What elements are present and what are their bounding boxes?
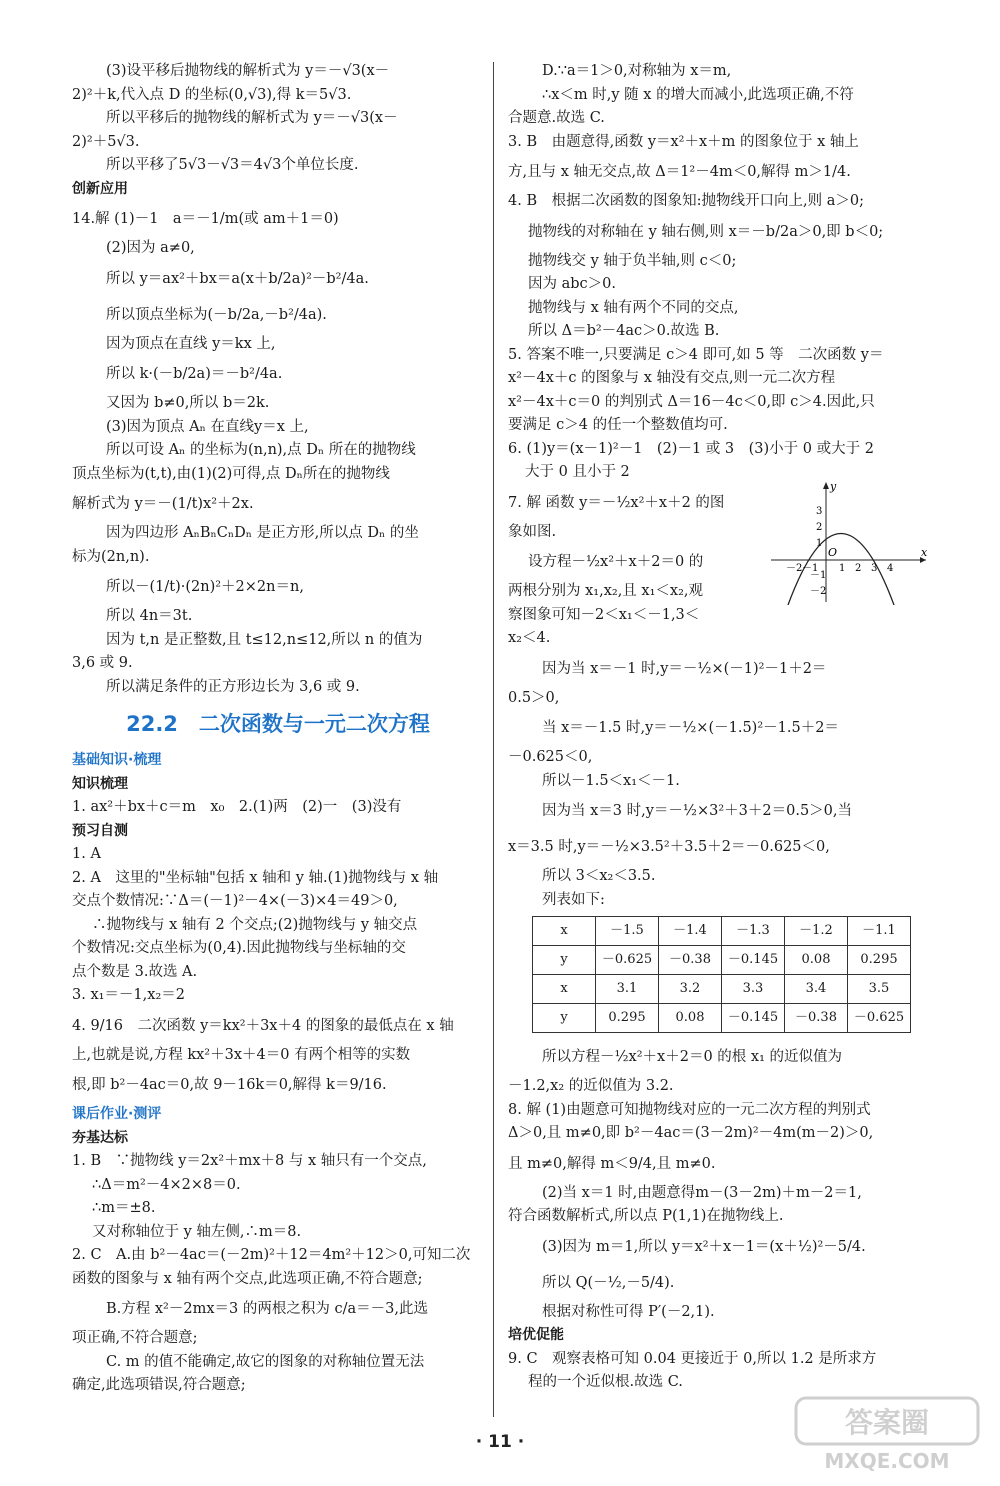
text-line: 解析式为 y＝－(1/t)x²＋2x. (72, 496, 254, 512)
text-line: x＝3.5 时,y＝－½×3.5²＋3.5＋2＝－0.625＜0, (508, 839, 830, 855)
table-row (533, 917, 911, 946)
text-line: 个数情况:交点坐标为(0,4).因此抛物线与坐标轴的交 (72, 940, 406, 956)
text-line: (3)因为 m＝1,所以 y＝x²＋x－1＝(x＋½)²－5/4. (542, 1238, 866, 1255)
text-line: 程的一个近似根.故选 C. (528, 1374, 683, 1390)
x-tick-label: 2 (855, 563, 862, 574)
text-line: 9. C 观察表格可知 0.04 更接近于 0,所以 1.2 是所求方 (508, 1350, 877, 1367)
text-line: 所以顶点坐标为(－b/2a,－b²/4a). (106, 306, 327, 323)
table-cell: －1.5 (596, 917, 659, 946)
text-line: 因为当 x＝3 时,y＝－½×3²＋3＋2＝0.5＞0,当 (542, 803, 853, 819)
subsection-heading: 课后作业·测评 (72, 1106, 162, 1122)
text-line: 1. A (72, 846, 101, 862)
text-line: 所以满足条件的正方形边长为 3,6 或 9. (106, 678, 360, 695)
table-cell: y (533, 946, 596, 975)
text-line: 1. B ∵抛物线 y＝2x²＋mx＋8 与 x 轴只有一个交点, (72, 1153, 427, 1169)
text-line: 根据对称性可得 P′(－2,1). (542, 1303, 715, 1320)
table-row (533, 975, 911, 1004)
table-cell: －0.625 (596, 946, 659, 975)
table-row (533, 946, 911, 975)
text-line: (2)当 x＝1 时,由题意得m－(3－2m)＋m－2＝1, (542, 1184, 862, 1201)
text-line: 8. 解 (1)由题意可知抛物线对应的一元二次方程的判别式 (508, 1101, 871, 1118)
text-line: 抛物线的对称轴在 y 轴右侧,则 x＝－b/2a＞0,即 b＜0; (528, 223, 884, 240)
text-line: B.方程 x²－2mx＝3 的两根之积为 c/a＝－3,此选 (106, 1301, 428, 1317)
text-line: x₂＜4. (508, 630, 551, 646)
text-line: (3)因为顶点 Aₙ 在直线y＝x 上, (106, 418, 309, 435)
y-tick-label: 1 (816, 538, 823, 549)
right-column (508, 60, 930, 1395)
table-cell: 3.1 (596, 975, 659, 1004)
watermark-logo (792, 1394, 982, 1474)
table-cell: －1.2 (785, 917, 848, 946)
text-line: 所以－(1/t)·(2n)²＋2×2n＝n, (106, 579, 304, 595)
subsection-heading: 基础知识·梳理 (72, 752, 162, 768)
text-line: 所以 y＝ax²＋bx＝a(x＋b/2a)²－b²/4a. (106, 270, 369, 287)
text-line: 当 x＝－1.5 时,y＝－½×(－1.5)²－1.5＋2＝ (542, 720, 839, 736)
y-axis-arrow (823, 482, 829, 489)
text-line: 2)²＋5√3. (72, 133, 140, 150)
text-line: 所以平移了5√3－√3＝4√3个单位长度. (106, 157, 359, 173)
text-line: ∴x＜m 时,y 随 x 的增大而减小,此选项正确,不符 (542, 86, 854, 103)
table-cell: x (533, 975, 596, 1004)
origin-label: O (828, 546, 838, 559)
text-line: 函数的图象与 x 轴有两个交点,此选项正确,不符合题意; (72, 1270, 423, 1287)
left-column (72, 60, 484, 1398)
text-line: 因为 t,n 是正整数,且 t≤12,n≤12,所以 n 的值为 (106, 631, 423, 648)
text-line: 象如图. (508, 523, 557, 540)
text-line: 点个数是 3.故选 A. (72, 963, 198, 980)
y-tick-label: －2 (810, 586, 827, 597)
text-line: 上,也就是说,方程 kx²＋3x＋4＝0 有两个相等的实数 (72, 1046, 411, 1063)
subsection-heading: 预习自测 (72, 822, 128, 839)
table-cell: －0.38 (785, 1004, 848, 1033)
subsection-heading: 培优促能 (508, 1327, 564, 1343)
text-line: 因为 abc＞0. (528, 276, 616, 292)
text-line: ∴Δ＝m²－4×2×8＝0. (92, 1176, 241, 1193)
text-line: 4. 9/16 二次函数 y＝kx²＋3x＋4 的图象的最低点在 x 轴 (72, 1017, 454, 1034)
text-line: 所以－1.5＜x₁＜－1. (542, 772, 680, 789)
table-cell: x (533, 917, 596, 946)
text-line: 顶点坐标为(t,t),由(1)(2)可得,点 Dₙ所在的抛物线 (72, 465, 390, 482)
text-line: －1.2,x₂ 的近似值为 3.2. (508, 1078, 674, 1094)
text-line: 3,6 或 9. (72, 655, 133, 671)
text-line: 所以 4n＝3t. (106, 608, 193, 624)
subsection-heading: 夯基达标 (72, 1129, 128, 1146)
table-cell: 3.3 (722, 975, 785, 1004)
parabola-graph (766, 480, 931, 605)
svg-text:MXQE.COM: MXQE.COM (824, 1449, 950, 1473)
text-line: 要满足 c＞4 的任一个整数值均可. (508, 417, 728, 433)
text-line: 7. 解 函数 y＝－½x²＋x＋2 的图 (508, 494, 725, 511)
table-cell: －0.145 (722, 946, 785, 975)
x-tick-label: 3 (871, 563, 878, 574)
table-cell: 3.2 (659, 975, 722, 1004)
text-line: 因为顶点在直线 y＝kx 上, (106, 335, 276, 352)
x-tick-label: 1 (839, 563, 846, 574)
text-line: D.∵a＝1＞0,对称轴为 x＝m, (542, 63, 732, 79)
table-cell: －1.4 (659, 917, 722, 946)
svg-text:答案圈: 答案圈 (844, 1406, 930, 1439)
table-cell: 0.295 (596, 1004, 659, 1033)
table-cell: 0.295 (848, 946, 911, 975)
text-line: 察图象可知－2＜x₁＜－1,3＜ (508, 606, 700, 623)
text-line: 合题意.故选 C. (508, 110, 605, 126)
x-tick-label: 4 (887, 563, 894, 574)
text-line: 列表如下: (542, 891, 605, 908)
text-line: x²－4x＋c 的图象与 x 轴没有交点,则一元二次方程 (508, 370, 836, 386)
text-line: (2)因为 a≠0, (106, 240, 195, 256)
text-line: (3)设平移后抛物线的解析式为 y＝－√3(x－ (106, 63, 390, 79)
y-tick-label: －1 (810, 570, 827, 581)
text-line: 所以 k·(－b/2a)＝－b²/4a. (106, 366, 283, 382)
subsection-heading: 知识梳理 (72, 775, 128, 792)
text-line: 大于 0 且小于 2 (525, 464, 630, 480)
y-axis-label: y (830, 480, 837, 493)
text-line: 抛物线交 y 轴于负半轴,则 c＜0; (528, 252, 737, 269)
table-cell: －0.38 (659, 946, 722, 975)
text-line: C. m 的值不能确定,故它的图象的对称轴位置无法 (106, 1353, 425, 1370)
table-cell: 0.08 (659, 1004, 722, 1033)
value-table (532, 916, 911, 1033)
y-tick-label: 2 (816, 522, 823, 533)
table-cell: －1.1 (848, 917, 911, 946)
text-line: 2. A 这里的"坐标轴"包括 x 轴和 y 轴.(1)抛物线与 x 轴 (72, 869, 439, 886)
text-line: 两根分别为 x₁,x₂,且 x₁＜x₂,观 (508, 583, 704, 599)
text-line: 5. 答案不唯一,只要满足 c＞4 即可,如 5 等 二次函数 y＝ (508, 346, 884, 363)
text-line: 标为(2n,n). (72, 548, 150, 565)
text-line: 6. (1)y＝(x－1)²－1 (2)－1 或 3 (3)小于 0 或大于 2 (508, 440, 874, 457)
table-cell: －0.625 (848, 1004, 911, 1033)
text-line: 14.解 (1)－1 a＝－1/m(或 am＋1＝0) (72, 211, 339, 227)
text-line: 1. ax²＋bx＋c＝m x₀ 2.(1)两 (2)一 (3)没有 (72, 799, 402, 815)
text-line: 方,且与 x 轴无交点,故 Δ＝1²－4m＜0,解得 m＞1/4. (508, 164, 851, 180)
text-line: x²－4x＋c＝0 的判别式 Δ＝16－4c＜0,即 c＞4.因此,只 (508, 393, 875, 410)
x-axis-label: x (921, 546, 928, 559)
table-cell: －0.145 (722, 1004, 785, 1033)
text-line: 交点个数情况:∵Δ＝(－1)²－4×(－3)×4＝49＞0, (72, 893, 398, 909)
x-tick-label: －2 (786, 563, 803, 574)
column-divider (493, 62, 494, 1417)
text-line: 项正确,不符合题意; (72, 1330, 198, 1346)
text-line: 所以 3＜x₂＜3.5. (542, 868, 656, 884)
x-tick-label: －1 (802, 563, 819, 574)
text-line: 2)²＋k,代入点 D 的坐标(0,√3),得 k＝5√3. (72, 86, 352, 103)
text-line: 3. x₁＝－1,x₂＝2 (72, 987, 185, 1003)
text-line: 确定,此选项错误,符合题意; (72, 1377, 246, 1393)
text-line: 所以方程－½x²＋x＋2＝0 的根 x₁ 的近似值为 (542, 1049, 842, 1065)
section-title: 22.2 二次函数与一元二次方程 (126, 712, 430, 736)
table-cell: 3.5 (848, 975, 911, 1004)
text-line: 3. B 由题意得,函数 y＝x²＋x＋m 的图象位于 x 轴上 (508, 133, 859, 150)
page-number: · 11 · (475, 1432, 525, 1452)
table-row (533, 1004, 911, 1033)
text-line: 因为四边形 AₙBₙCₙDₙ 是正方形,所以点 Dₙ 的坐 (106, 525, 419, 541)
text-line: －0.625＜0, (508, 749, 593, 765)
text-line: 所以 Q(－½,－5/4). (542, 1274, 675, 1291)
text-line: 2. C A.由 b²－4ac＝(－2m)²＋12＝4m²＋12＞0,可知二次 (72, 1247, 471, 1263)
table-cell: y (533, 1004, 596, 1033)
y-tick-label: 3 (816, 506, 823, 517)
text-line: 又因为 b≠0,所以 b＝2k. (106, 395, 270, 411)
text-line: 所以可设 Aₙ 的坐标为(n,n),点 Dₙ 所在的抛物线 (106, 442, 416, 458)
text-line: 根,即 b²－4ac＝0,故 9－16k＝0,解得 k＝9/16. (72, 1077, 387, 1093)
table-cell: 0.08 (785, 946, 848, 975)
text-line: 0.5＞0, (508, 689, 560, 706)
text-line: ∴m＝±8. (92, 1200, 156, 1216)
section-heading: 创新应用 (72, 180, 128, 197)
table-cell: －1.3 (722, 917, 785, 946)
text-line: 4. B 根据二次函数的图象知:抛物线开口向上,则 a＞0; (508, 193, 864, 209)
text-line: 因为当 x＝－1 时,y＝－½×(－1)²－1＋2＝ (542, 660, 827, 677)
text-line: 又对称轴位于 y 轴左侧,∴m＝8. (92, 1223, 302, 1240)
text-line: 所以 Δ＝b²－4ac＞0.故选 B. (528, 323, 720, 339)
text-line: 所以平移后的抛物线的解析式为 y＝－√3(x－ (106, 110, 398, 126)
text-line: 设方程－½x²＋x＋2＝0 的 (528, 554, 704, 570)
text-line: Δ＞0,且 m≠0,即 b²－4ac＝(3－2m)²－4m(m－2)＞0, (508, 1125, 874, 1141)
text-line: 且 m≠0,解得 m＜9/4,且 m≠0. (508, 1155, 716, 1172)
text-line: 符合函数解析式,所以点 P(1,1)在抛物线上. (508, 1208, 784, 1224)
table-cell: 3.4 (785, 975, 848, 1004)
text-line: ∴抛物线与 x 轴有 2 个交点;(2)抛物线与 y 轴交点 (92, 916, 418, 933)
text-line: 抛物线与 x 轴有两个不同的交点, (528, 299, 739, 316)
